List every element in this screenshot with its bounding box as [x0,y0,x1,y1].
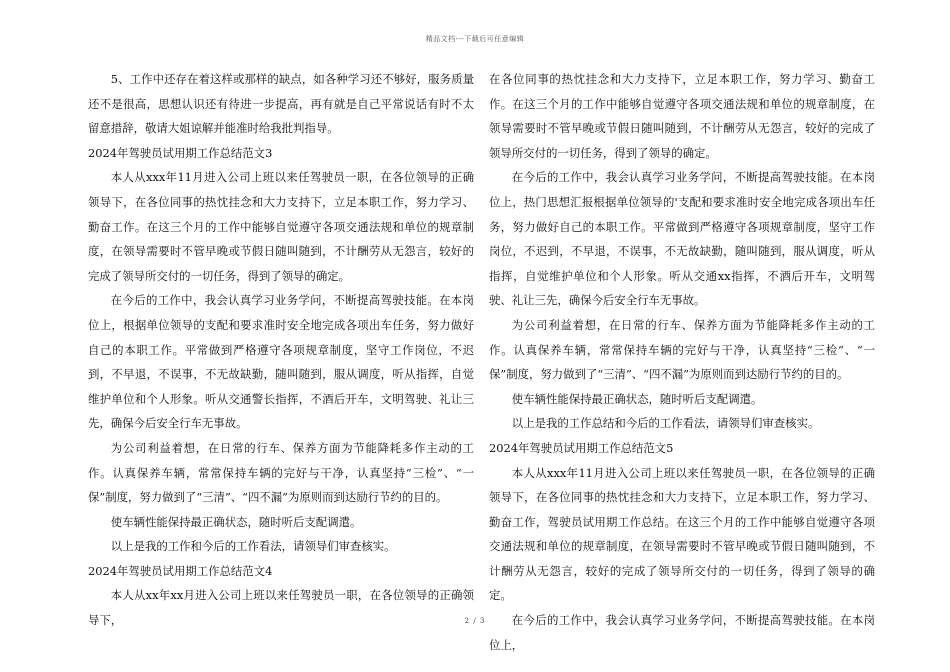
paragraph: 在今后的工作中，我会认真学习业务学问，不断提高驾驶技能。在本岗位上，根据单位领导的支配和要求准时安全地完成各项出车任务，努力做好自己的本职工作。平常做到严格遵守各项规章制度，坚守工作岗位，不迟到，不早退，不误事，不无故缺勤，随叫随到，服从调度，听从指挥，自觉维护单位和个人形象。听从交通警长指挥，不酒后开车，文明驾驶、礼让三先，确保今后安全行车无事故。 [88,293,474,431]
paragraph: 在今后的工作中，我会认真学习业务学问，不断提高驾驶技能。在本岗位上， [489,613,875,652]
section-heading: 2024年驾驶员试用期工作总结范文4 [88,563,273,578]
paragraph: 在各位同事的热忱挂念和大力支持下，立足本职工作，努力学习、勤奋工作。在这三个月的工作中能够自觉遵守各项交通法规和单位的规章制度，在领导需要时不管早晚或节假日随叫随到，不计酬劳从无怨言，较好的完成了领导所交付的一切任务，得到了领导的确定。 [489,72,875,160]
paragraph: 本人从xxx年11月进入公司上班以来任驾驶员一职，在各位领导的正确领导下，在各位同事的热忱挂念和大力支持下，立足本职工作，努力学习、勤奋工作，驾驶员试用期工作总结。在这三个月的工作中能够自觉遵守各项交通法规和单位的规章制度，在领导需要时不管早晚或节假日随叫随到，不计酬劳从无怨言，较好的完成了领导所交付的一切任务，得到了领导的确定。 [489,465,875,603]
paragraph: 使车辆性能保持最正确状态，随时听后支配调遣。 [110,514,362,529]
paragraph: 本人从xxx年11月进入公司上班以来任驾驶员一职，在各位领导的正确领导下，在各位同事的热忱挂念和大力支持下，立足本职工作，努力学习、勤奋工作。在这三个月的工作中能够自觉遵守各项交通法规和单位的规章制度，在领导需要时不管早晚或节假日随叫随到，不计酬劳从无怨言，较好的完成了领导所交付的一切任务，得到了领导的确定。 [88,170,474,283]
paragraph: 5、工作中还存在着这样或那样的缺点，如各种学习还不够好，服务质量还不是很高，思想认识还有待进一步提高，再有就是自己平常说话有时不太留意措辞，敬请大姐谅解并能准时给我批判指导。 [88,72,474,136]
page-header: 精品文档---下载后可任意编辑 [425,35,525,43]
left-column [88,67,474,633]
section-heading: 2024年驾驶员试用期工作总结范文3 [88,145,273,160]
paragraph: 以上是我的工作总结和今后的工作看法，请领导们审查核实。 [511,416,820,431]
page-number: 2 / 3 [464,617,486,625]
section-heading: 2024年驾驶员试用期工作总结范文5 [489,440,674,455]
paragraph: 在今后的工作中，我会认真学习业务学问，不断提高驾驶技能。在本岗位上，热门思想汇报根据单位领导的'支配和要求准时安全地完成各项出车任务，努力做好自己的本职工作。平常做到严格遵守各项规章制度，坚守工作岗位，不迟到，不早退，不误事，不无故缺勤，随叫随到，服从调度，听从指挥，自觉维护单位和个人形象。听从交通xx指挥，不酒后开车，文明驾驶、礼让三先，确保今后安全行车无事故。 [489,170,875,308]
paragraph: 本人从xx年xx月进入公司上班以来任驾驶员一职，在各位领导的正确领导下， [88,588,474,628]
paragraph: 为公司利益着想，在日常的行车、保养方面为节能降耗多作主动的工作。认真保养车辆，常常保持车辆的完好与干净，认真坚持“三检”、“一保”制度，努力做到了“三清”、“四不漏”为原则而到达励行节约的目的。 [489,317,875,382]
right-column [489,67,875,657]
paragraph: 以上是我的工作和今后的工作看法，请领导们审查核实。 [110,539,396,554]
paragraph: 使车辆性能保持最正确状态，随时听后支配调遣。 [511,391,763,406]
paragraph: 为公司利益着想，在日常的行车、保养方面为节能降耗多作主动的工作。认真保养车辆，常常保持车辆的完好与干净，认真坚持“三检”、“一保”制度，努力做到了“三清”、“四不漏”为原则而到达励行节约的目的。 [88,440,474,505]
